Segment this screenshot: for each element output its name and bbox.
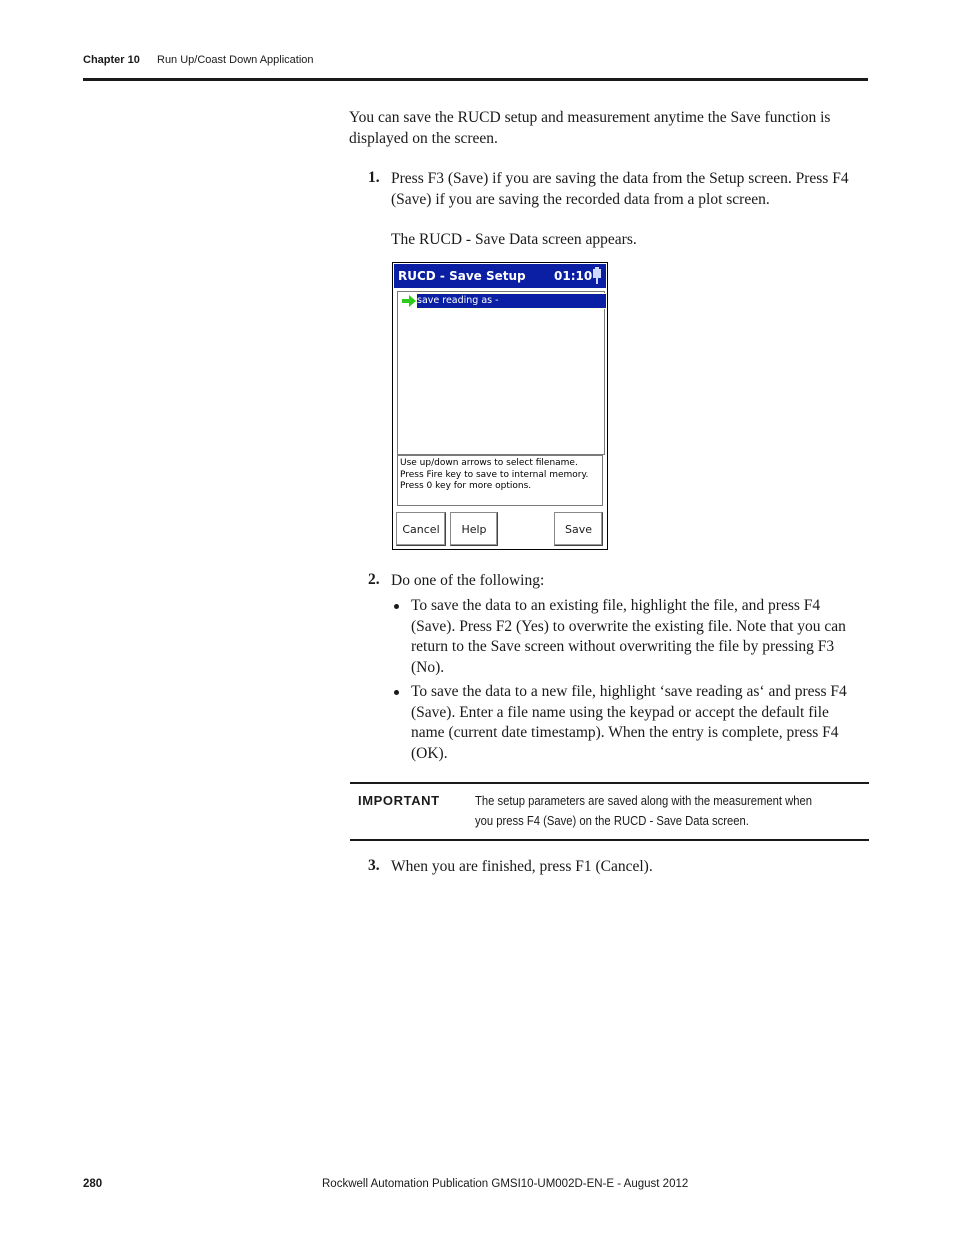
step-1-text: Press F3 (Save) if you are saving the data from the Setup screen. Press F4 (Save) if you are saving the recorded data from a plot screen. [391,170,849,208]
step-2-bullet-2: To save the data to a new file, highlight ‘save reading as‘ and press F4 (Save). Enter a file name using the keypad or accept the default file name (current date timestamp). When the entry is complete, press F4 (OK). [411,683,847,762]
save-reading-as-item[interactable]: save reading as - [417,294,606,308]
device-help-text [397,455,603,506]
intro-paragraph: You can save the RUCD setup and measurement anytime the Save function is displayed on the screen. [349,109,831,147]
help-line: Use up/down arrows to select filename. [400,458,578,468]
bullet-icon [394,690,399,695]
important-text: The setup parameters are saved along with the measurement when you press F4 (Save) on the RUCD - Save Data screen. [475,794,813,828]
chapter-number: Chapter 10 [83,54,140,66]
save-button[interactable]: Save [554,512,603,546]
important-label: IMPORTANT [358,793,440,808]
battery-icon [592,267,602,285]
file-list[interactable] [397,291,605,455]
step-3-number: 3. [368,857,380,874]
publication-info: Rockwell Automation Publication GMSI10-UM002D-EN-E - August 2012 [322,1178,689,1190]
step-1-number: 1. [368,169,380,186]
arrow-right-icon [402,295,416,307]
help-line: Press 0 key for more options. [400,481,532,491]
step-3-text: When you are finished, press F1 (Cancel). [391,858,653,875]
step-2-bullet-1: To save the data to an existing file, highlight the file, and press F4 (Save). Press F2 (Yes) to overwrite the existing file. Note that you can return to the Save screen without overwriting the file by pressing F3 (No). [411,597,846,676]
chapter-title: Run Up/Coast Down Application [157,54,314,66]
cancel-button[interactable]: Cancel [396,512,446,546]
help-line: Press Fire key to save to internal memory. [400,469,589,480]
device-screen [392,262,608,550]
device-title: RUCD - Save Setup [398,269,526,283]
help-button[interactable]: Help [450,512,498,546]
bullet-icon [394,604,399,609]
step-2-text: Do one of the following: [391,572,545,589]
page-number: 280 [83,1178,103,1190]
device-title-bar [394,264,606,288]
step-1-result: The RUCD - Save Data screen appears. [391,231,637,248]
page-header [83,52,868,81]
important-note [350,782,869,841]
list-item[interactable] [402,294,602,308]
device-time: 01:10 [554,269,593,283]
step-2-number: 2. [368,571,380,588]
